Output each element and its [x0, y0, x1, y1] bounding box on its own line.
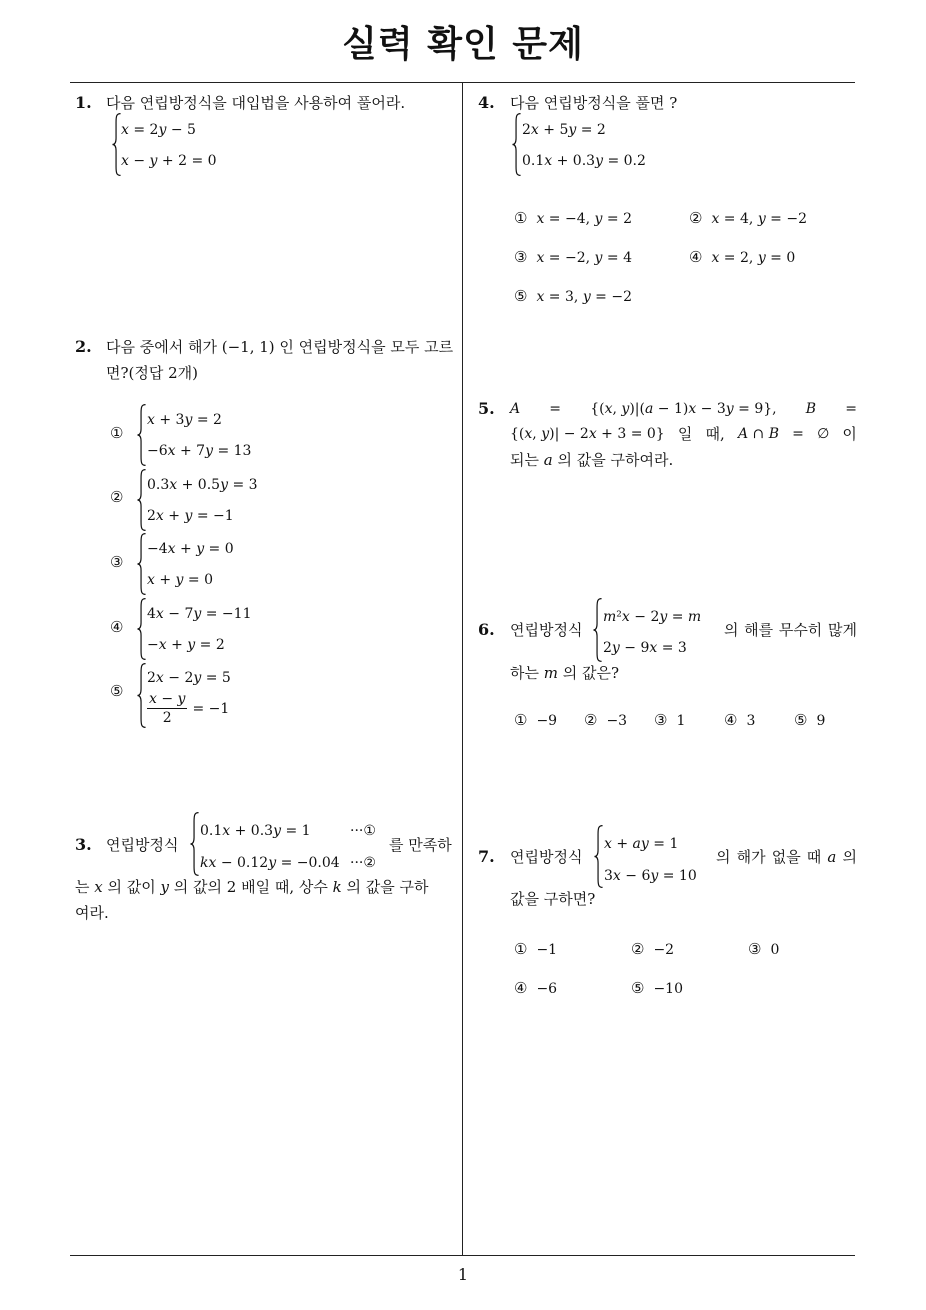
- math-variable: a: [827, 848, 837, 866]
- equation: −4x + y = 0: [147, 541, 234, 557]
- question-prompt-line: 값을 구하면?: [510, 890, 596, 908]
- math-variable: x: [604, 401, 613, 417]
- choice-label: ③: [748, 940, 762, 958]
- equation: kx − 0.12y = −0.04: [200, 855, 340, 871]
- math-variable: y: [220, 477, 228, 493]
- question-prompt-line: 면?(정답 2개): [106, 364, 199, 382]
- choice-label: ⑤: [631, 979, 645, 997]
- choice-value: x = −4, y = 2: [536, 211, 632, 227]
- math-variable: y: [177, 691, 186, 707]
- choice-label: ④: [689, 248, 703, 266]
- math-variable: y: [268, 855, 277, 871]
- prompt-part: 없을: [771, 848, 801, 866]
- choice-value: −3: [606, 713, 628, 729]
- page-number: 1: [457, 1265, 469, 1284]
- fraction-equation: [147, 690, 229, 727]
- math-variable: y: [611, 640, 620, 656]
- math-variable: y: [594, 211, 603, 227]
- prompt-part: ∅: [817, 426, 830, 442]
- system-brace: [112, 113, 121, 176]
- math-variable: x: [121, 153, 129, 169]
- question-trail: [724, 620, 857, 640]
- answer-choice: [514, 939, 557, 960]
- math-variable: x: [155, 606, 164, 622]
- answer-choice: [514, 208, 632, 229]
- math-variable: x: [621, 609, 630, 625]
- equation: −x + y = 2: [147, 637, 225, 653]
- question-number: 4.: [478, 93, 495, 112]
- question-trail: [716, 847, 857, 867]
- question-number: 7.: [478, 847, 495, 866]
- math-variable: x: [711, 211, 720, 227]
- system-brace: [190, 812, 199, 876]
- question-lead: 연립방정식: [106, 836, 179, 854]
- math-variable: y: [594, 250, 603, 266]
- question-lead: 연립방정식: [510, 621, 583, 639]
- prompt-part: A ∩ B: [737, 426, 780, 442]
- math-variable: k: [332, 878, 342, 896]
- math-variable: y: [757, 211, 766, 227]
- option-label: ①: [110, 424, 124, 442]
- math-variable: m: [543, 664, 558, 682]
- curly-brace-shape: [137, 469, 146, 531]
- fraction-numerator: x − y: [149, 691, 186, 707]
- prompt-part: =: [549, 401, 562, 417]
- math-variable: y: [196, 541, 205, 557]
- math-variable: x: [158, 637, 167, 653]
- math-variable: y: [621, 401, 630, 417]
- question-prompt-line: 여라.: [75, 904, 109, 922]
- math-variable: y: [650, 868, 659, 884]
- prompt-part: [510, 399, 520, 419]
- curly-brace-shape: [137, 598, 146, 660]
- math-variable: m: [603, 609, 617, 625]
- math-variable: a: [543, 451, 553, 469]
- equation: 0.3x + 0.5y = 3: [147, 477, 258, 493]
- answer-choice: [794, 710, 825, 731]
- answer-choice: [748, 939, 779, 960]
- prompt-part: 의: [716, 848, 731, 866]
- math-variable: x: [588, 426, 597, 442]
- equation-tag: ···①: [350, 823, 376, 839]
- prompt-part: 때,: [705, 425, 725, 443]
- math-variable: x: [121, 122, 129, 138]
- math-variable: y: [184, 508, 193, 524]
- prompt-part: 해를: [744, 621, 774, 639]
- math-variable: y: [582, 289, 591, 305]
- question-trail: 를 만족하: [389, 836, 452, 854]
- equation-tag: ···②: [350, 855, 376, 871]
- math-variable: kx: [200, 855, 217, 871]
- prompt-part: {(x, y)|(a − 1)x − 3y = 9},: [590, 401, 777, 417]
- prompt-part: 의: [842, 848, 857, 866]
- choice-value: 9: [816, 713, 826, 729]
- system-brace: [594, 825, 603, 888]
- math-variable: y: [193, 670, 202, 686]
- math-variable: y: [205, 443, 214, 459]
- equation: 3x − 6y = 10: [604, 868, 697, 884]
- answer-choice: [584, 710, 627, 731]
- curly-brace-shape: [594, 825, 603, 888]
- prompt-part: [827, 847, 836, 867]
- prompt-part: 해가: [736, 848, 766, 866]
- math-variable: y: [184, 412, 193, 428]
- math-variable: y: [725, 401, 734, 417]
- choice-label: ⑤: [794, 711, 808, 729]
- equation: 2y − 9x = 3: [603, 640, 687, 656]
- option-label: ③: [110, 553, 124, 571]
- math-variable: x: [169, 477, 178, 493]
- equation: 2x − 2y = 5: [147, 670, 231, 686]
- question-prompt-line: 는 x 의 값이 y 의 값의 2 배일 때, 상수 k 의 값을 구하: [75, 878, 429, 896]
- choice-value: −1: [536, 942, 558, 958]
- system-brace: [593, 598, 602, 662]
- choice-label: ④: [514, 979, 528, 997]
- question-prompt-line: [510, 424, 857, 444]
- prompt-part: 무수히: [778, 621, 823, 639]
- choice-label: ②: [689, 209, 703, 227]
- choice-label: ⑤: [514, 287, 528, 305]
- choice-value: x = 3, y = −2: [536, 289, 633, 305]
- choice-value: x = −2, y = 4: [536, 250, 632, 266]
- answer-choice: [514, 247, 632, 268]
- math-variable: A: [737, 426, 749, 442]
- curly-brace-shape: [593, 598, 602, 662]
- choice-value: x = 4, y = −2: [711, 211, 808, 227]
- prompt-part: [806, 399, 816, 419]
- system-brace: [137, 469, 146, 531]
- prompt-part: {(x, y)| − 2x + 3 = 0}: [510, 426, 665, 442]
- math-variable: y: [175, 572, 184, 588]
- math-variable: x: [688, 401, 697, 417]
- prompt-part: 때: [806, 848, 822, 866]
- math-variable: y: [273, 823, 281, 839]
- choice-value: 0: [770, 942, 780, 958]
- math-variable: y: [149, 153, 158, 169]
- choice-value: 3: [746, 713, 756, 729]
- question-number: 1.: [75, 93, 92, 112]
- choice-value: −2: [653, 942, 675, 958]
- prompt-part: 일: [677, 425, 693, 443]
- choice-label: ②: [631, 940, 645, 958]
- question-lead: 연립방정식: [510, 848, 583, 866]
- math-variable: x: [149, 691, 157, 707]
- math-variable: y: [568, 122, 577, 138]
- answer-choice: [514, 286, 632, 307]
- math-variable: x: [524, 426, 533, 442]
- fraction-denominator: 2: [162, 710, 172, 726]
- question-prompt: 다음 연립방정식을 대입법을 사용하여 풀어라.: [106, 94, 406, 112]
- fraction-rhs: = −1: [192, 700, 230, 717]
- system-brace: [137, 598, 146, 660]
- system-brace: [137, 533, 146, 595]
- prompt-part: 많게: [827, 621, 857, 639]
- equation: 0.1x + 0.3y = 0.2: [522, 153, 646, 169]
- option-label: ④: [110, 618, 124, 636]
- math-variable: x: [649, 640, 658, 656]
- answer-choice: [654, 710, 685, 731]
- answer-choice: [631, 978, 683, 999]
- equation: x + y = 0: [147, 572, 214, 588]
- fraction: [147, 690, 187, 727]
- choice-label: ③: [654, 711, 668, 729]
- equation: x + ay = 1: [604, 836, 679, 852]
- prompt-part: 의: [724, 621, 739, 639]
- math-variable: x: [222, 823, 231, 839]
- question-number: 2.: [75, 337, 92, 356]
- math-variable: y: [595, 153, 603, 169]
- math-variable: y: [757, 250, 766, 266]
- choice-label: ①: [514, 940, 528, 958]
- question-prompt-line: 되는 a 의 값을 구하여라.: [510, 451, 674, 469]
- choice-value: −10: [653, 981, 683, 997]
- answer-choice: [514, 710, 557, 731]
- math-variable: y: [187, 637, 196, 653]
- math-variable: B: [805, 401, 817, 417]
- math-variable: A: [510, 401, 521, 417]
- page-title: 실력 확인 문제: [342, 24, 584, 65]
- math-variable: x: [544, 153, 553, 169]
- math-variable: x: [155, 508, 164, 524]
- question-prompt: 다음 연립방정식을 풀면 ?: [510, 94, 678, 112]
- prompt-part: 이: [842, 425, 857, 443]
- option-label: ②: [110, 488, 124, 506]
- math-variable: y: [541, 426, 550, 442]
- answer-choice: [689, 247, 795, 268]
- equation: m²x − 2y = m: [603, 609, 702, 625]
- choice-value: x = 2, y = 0: [711, 250, 796, 266]
- math-variable: y: [158, 122, 167, 138]
- choice-value: −6: [536, 981, 558, 997]
- math-variable: x: [94, 878, 103, 896]
- math-variable: y: [160, 878, 169, 896]
- answer-choice: [631, 939, 674, 960]
- equation: x − y + 2 = 0: [121, 153, 217, 169]
- math-variable: y: [659, 609, 668, 625]
- curly-brace-shape: [190, 812, 199, 876]
- question-number: 3.: [75, 835, 92, 854]
- math-variable: y: [193, 606, 202, 622]
- equation: 4x − 7y = −11: [147, 606, 252, 622]
- equation: x + 3y = 2: [147, 412, 222, 428]
- option-label: ⑤: [110, 682, 124, 700]
- math-variable: x: [147, 412, 155, 428]
- curly-brace-shape: [137, 533, 146, 595]
- system-brace: [137, 663, 146, 728]
- curly-brace-shape: [512, 113, 521, 176]
- choice-label: ④: [724, 711, 738, 729]
- question-prompt-line: 하는 m 의 값은?: [510, 664, 620, 682]
- choice-label: ①: [514, 209, 528, 227]
- math-variable: x: [536, 211, 545, 227]
- answer-choice: [689, 208, 807, 229]
- math-variable: x: [167, 541, 176, 557]
- curly-brace-shape: [137, 404, 146, 466]
- question-number: 6.: [478, 620, 495, 639]
- math-variable: x: [155, 670, 164, 686]
- equation: x = 2y − 5: [121, 122, 196, 138]
- question-number: 5.: [478, 399, 495, 418]
- math-variable: x: [604, 836, 612, 852]
- equation: 0.1x + 0.3y = 1: [200, 823, 311, 839]
- math-variable: x: [530, 122, 539, 138]
- equation: 2x + y = −1: [147, 508, 234, 524]
- bottom-rule: [70, 1255, 855, 1256]
- math-variable: m: [687, 609, 702, 625]
- curly-brace-shape: [137, 663, 146, 728]
- prompt-part: =: [845, 401, 857, 417]
- math-variable: x: [536, 250, 545, 266]
- math-variable: x: [536, 289, 545, 305]
- math-variable: B: [768, 426, 780, 442]
- math-variable: ay: [632, 836, 649, 852]
- math-variable: x: [612, 868, 621, 884]
- choice-label: ②: [584, 711, 598, 729]
- math-variable: x: [711, 250, 720, 266]
- math-variable: x: [167, 443, 176, 459]
- choice-label: ③: [514, 248, 528, 266]
- column-divider: [462, 82, 463, 1255]
- equation: 2x + 5y = 2: [522, 122, 606, 138]
- equation: −6x + 7y = 13: [147, 443, 252, 459]
- choice-value: −9: [536, 713, 558, 729]
- question-prompt-line: [510, 399, 857, 419]
- answer-choice: [514, 978, 557, 999]
- system-brace: [137, 404, 146, 466]
- system-brace: [512, 113, 521, 176]
- math-variable: x: [147, 572, 155, 588]
- choice-label: ①: [514, 711, 528, 729]
- prompt-part: =: [792, 426, 804, 442]
- question-prompt-line: 다음 중에서 해가 (−1, 1) 인 연립방정식을 모두 고르: [106, 338, 454, 356]
- answer-choice: [724, 710, 755, 731]
- choice-value: 1: [676, 713, 686, 729]
- math-variable: a: [644, 401, 654, 417]
- curly-brace-shape: [112, 113, 121, 176]
